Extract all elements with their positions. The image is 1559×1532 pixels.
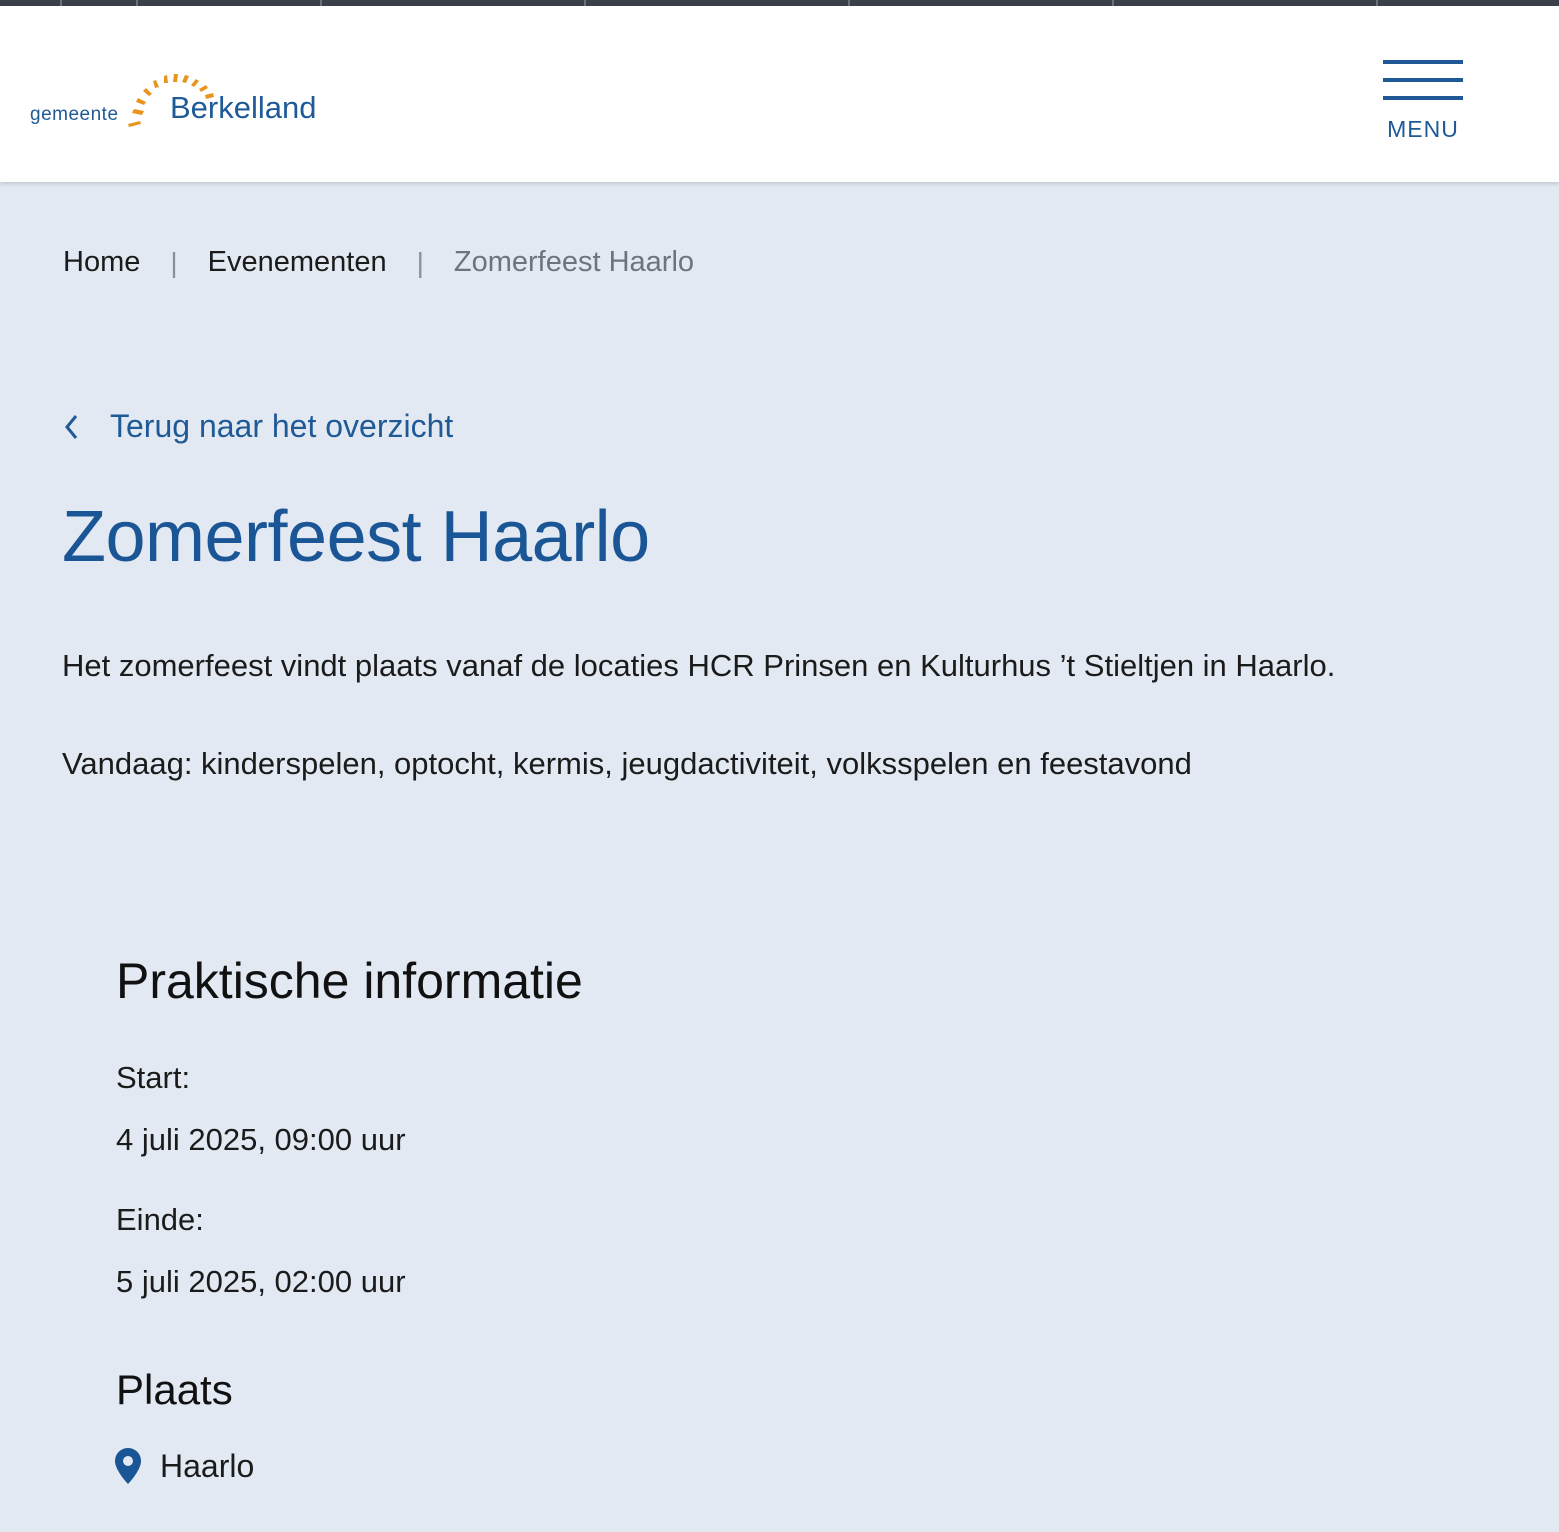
breadcrumb-home[interactable]: Home [63, 246, 141, 278]
description-paragraph: Het zomerfeest vindt plaats vanaf de locaties HCR Prinsen en Kulturhus ’t Stieltjen in Haarlo. [62, 648, 1336, 683]
menu-button[interactable] [1380, 58, 1466, 154]
back-to-overview-link[interactable] [62, 408, 453, 445]
menu-label: MENU [1387, 116, 1459, 142]
breadcrumb-separator: | [170, 246, 178, 278]
end-label: Einde: [116, 1202, 204, 1237]
breadcrumb-separator: | [416, 246, 424, 278]
logo-text-berkelland: Berkelland [170, 90, 317, 125]
breadcrumb-evenementen[interactable]: Evenementen [207, 246, 387, 278]
back-link-label: Terug naar het overzicht [110, 408, 454, 444]
start-label: Start: [116, 1060, 191, 1095]
site-header [0, 6, 1559, 182]
description-paragraph: Vandaag: kinderspelen, optocht, kermis, jeugdactiviteit, volksspelen en feestavond [62, 746, 1192, 781]
start-value: 4 juli 2025, 09:00 uur [116, 1122, 406, 1157]
place-title: Plaats [116, 1366, 233, 1413]
chevron-left-icon [62, 412, 80, 442]
breadcrumb-current: Zomerfeest Haarlo [453, 246, 695, 278]
place-row [114, 1447, 254, 1485]
end-value: 5 juli 2025, 02:00 uur [116, 1264, 406, 1299]
breadcrumb [63, 246, 694, 279]
hamburger-icon [1383, 60, 1463, 64]
page-title: Zomerfeest Haarlo [62, 497, 650, 577]
practical-info-title: Praktische informatie [116, 953, 583, 1009]
hamburger-icon-bar [1383, 96, 1463, 100]
logo-text-gemeente: gemeente [30, 104, 119, 125]
berkelland-logo[interactable] [28, 58, 328, 138]
place-value: Haarlo [160, 1447, 255, 1484]
hamburger-icon-bar [1383, 78, 1463, 82]
location-pin-icon [114, 1447, 142, 1485]
